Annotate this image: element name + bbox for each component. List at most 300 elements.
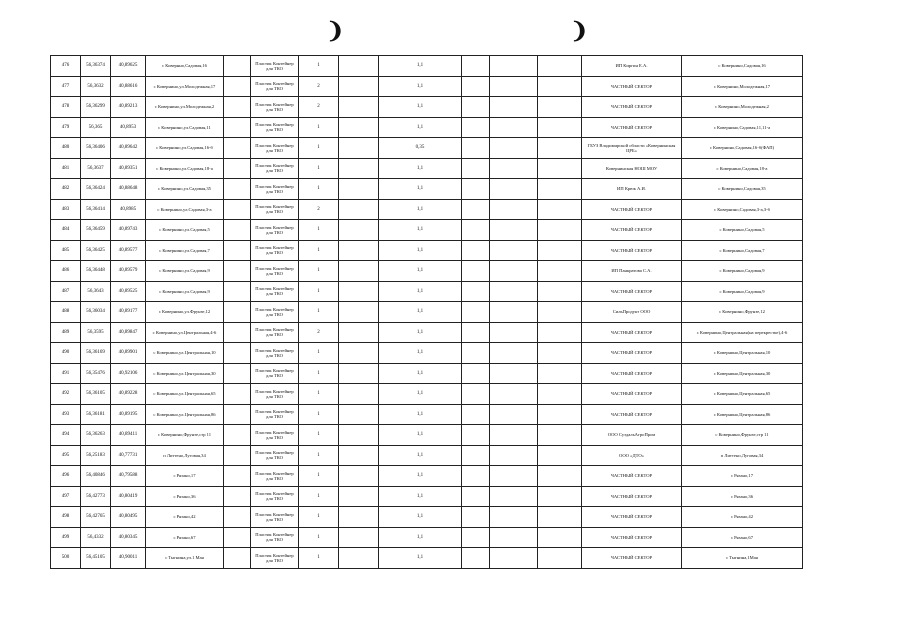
empty-cell [224,363,251,384]
empty-cell [224,343,251,364]
empty-cell [339,363,379,384]
address-cell: с Ковернино,ул.Центральная,86 [146,404,224,425]
empty-cell [339,117,379,138]
longitude-cell: 40,90011 [111,548,146,569]
row-number: 477 [51,76,81,97]
row-number: 487 [51,281,81,302]
latitude-cell: 56,36299 [81,97,111,118]
waste-source-cell: с Ковернино,Садовая,16-б(ФАП) [682,138,803,159]
row-number: 483 [51,199,81,220]
container-type-cell: Пластик Контейнер для ТКО [251,56,299,77]
empty-cell [538,240,582,261]
empty-cell [224,527,251,548]
empty-cell [339,445,379,466]
container-count-cell: 1 [299,56,339,77]
address-cell: с Ковернино,ул.Центральная,10 [146,343,224,364]
waste-source-cell: с Ковернино,Садовая,3-а,3-б [682,199,803,220]
table-row [51,527,803,548]
row-number: 479 [51,117,81,138]
empty-cell [538,404,582,425]
empty-cell [538,97,582,118]
owner-cell: ЧАСТНЫЙ СЕКТОР [582,384,682,405]
empty-cell [490,199,538,220]
table-row [51,322,803,343]
address-cell: с Рязано,17 [146,466,224,487]
container-volume-cell: 1,1 [379,527,462,548]
empty-cell [490,261,538,282]
container-count-cell: 1 [299,240,339,261]
punch-mark-right: ❩ [570,18,589,43]
empty-cell [538,445,582,466]
latitude-cell: 56,3643 [81,281,111,302]
empty-cell [490,507,538,528]
row-number: 478 [51,97,81,118]
empty-cell [538,138,582,159]
longitude-cell: 40,88616 [111,76,146,97]
empty-cell [224,261,251,282]
empty-cell [224,302,251,323]
address-cell: с Ковернино,ул.Садовая,18-а [146,158,224,179]
empty-cell [462,138,490,159]
owner-cell: ООО СуздальАгроПром [582,425,682,446]
empty-cell [224,240,251,261]
longitude-cell: 40,77731 [111,445,146,466]
owner-cell: ЧАСТНЫЙ СЕКТОР [582,486,682,507]
longitude-cell: 40,89411 [111,425,146,446]
empty-cell [224,76,251,97]
empty-cell [538,281,582,302]
owner-cell: ИП Крюк А.И. [582,179,682,200]
owner-cell: ЧАСТНЫЙ СЕКТОР [582,117,682,138]
container-type-cell: Пластик Контейнер для ТКО [251,261,299,282]
latitude-cell: 56,365 [81,117,111,138]
container-count-cell: 2 [299,97,339,118]
empty-cell [490,486,538,507]
container-volume-cell: 1,1 [379,404,462,425]
empty-cell [538,199,582,220]
row-number: 497 [51,486,81,507]
container-count-cell: 1 [299,138,339,159]
container-count-cell: 1 [299,343,339,364]
waste-source-cell: с Ковернино,Молодежная,17 [682,76,803,97]
empty-cell [538,425,582,446]
container-type-cell: Пластик Контейнер для ТКО [251,548,299,569]
longitude-cell: 40,89525 [111,281,146,302]
empty-cell [538,507,582,528]
empty-cell [490,466,538,487]
empty-cell [339,527,379,548]
address-cell: с Ковернино,ул.Фрунзе,12 [146,302,224,323]
empty-cell [462,97,490,118]
container-count-cell: 1 [299,466,339,487]
container-type-cell: Пластик Контейнер для ТКО [251,220,299,241]
empty-cell [490,117,538,138]
latitude-cell: 56,42773 [81,486,111,507]
container-type-cell: Пластик Контейнер для ТКО [251,322,299,343]
empty-cell [339,138,379,159]
table-row [51,363,803,384]
container-count-cell: 1 [299,302,339,323]
container-count-cell: 2 [299,322,339,343]
waste-source-cell: с Рязано,42 [682,507,803,528]
empty-cell [462,322,490,343]
address-cell: п Литтено,Луговая,34 [146,445,224,466]
latitude-cell: 56,36414 [81,199,111,220]
longitude-cell: 40,89625 [111,56,146,77]
container-count-cell: 1 [299,548,339,569]
empty-cell [224,138,251,159]
container-volume-cell: 1,1 [379,363,462,384]
container-volume-cell: 1,1 [379,240,462,261]
container-count-cell: 1 [299,158,339,179]
container-type-cell: Пластик Контейнер для ТКО [251,158,299,179]
container-count-cell: 2 [299,199,339,220]
table-row [51,179,803,200]
latitude-cell: 56,3637 [81,158,111,179]
owner-cell: ЧАСТНЫЙ СЕКТОР [582,404,682,425]
empty-cell [339,179,379,200]
address-cell: с Ковернино,ул.Садовая,11 [146,117,224,138]
empty-cell [224,56,251,77]
owner-cell: ЧАСТНЫЙ СЕКТОР [582,548,682,569]
address-cell: с Ковернино,ул.Садовая,9 [146,281,224,302]
container-volume-cell: 1,1 [379,302,462,323]
empty-cell [462,466,490,487]
empty-cell [462,199,490,220]
empty-cell [490,384,538,405]
empty-cell [339,199,379,220]
row-number: 491 [51,363,81,384]
empty-cell [339,466,379,487]
waste-source-cell: с Ковернино,Центральная,10 [682,343,803,364]
waste-source-cell: с Ковернино,Центральная,86 [682,404,803,425]
container-volume-cell: 1,1 [379,117,462,138]
empty-cell [462,281,490,302]
empty-cell [490,527,538,548]
empty-cell [462,425,490,446]
latitude-cell: 56,45105 [81,548,111,569]
longitude-cell: 40,89351 [111,158,146,179]
address-cell: с Ковернино,ул.Садовая,5 [146,220,224,241]
empty-cell [224,220,251,241]
empty-cell [339,507,379,528]
empty-cell [339,302,379,323]
address-cell: с Ковернино,ул.Молодежная,2 [146,97,224,118]
row-number: 495 [51,445,81,466]
waste-source-cell: п Литтено,Луговая,34 [682,445,803,466]
longitude-cell: 40,92106 [111,363,146,384]
container-type-cell: Пластик Контейнер для ТКО [251,363,299,384]
longitude-cell: 40,8985 [111,199,146,220]
container-volume-cell: 1,1 [379,261,462,282]
container-count-cell: 1 [299,425,339,446]
latitude-cell: 56,36374 [81,56,111,77]
waste-source-cell: с Ковернино,Центральная,65 [682,384,803,405]
waste-source-cell: с Ковернино,Садовая,9 [682,261,803,282]
container-volume-cell: 1,1 [379,425,462,446]
longitude-cell: 40,89228 [111,384,146,405]
table-row [51,56,803,77]
address-cell: с Ковернино,ул.Центральная,4-6 [146,322,224,343]
address-cell: с Ковернино,Фрунзе,стр 11 [146,425,224,446]
empty-cell [224,384,251,405]
empty-cell [462,445,490,466]
empty-cell [490,322,538,343]
address-cell: с Ковернино,ул.Садовая,3-а [146,199,224,220]
container-type-cell: Пластик Контейнер для ТКО [251,138,299,159]
table-row [51,507,803,528]
address-cell: с Ковернино,ул.Центральная,30 [146,363,224,384]
waste-source-cell: с Ковернино,Садовая,18-а [682,158,803,179]
empty-cell [490,76,538,97]
owner-cell: ЧАСТНЫЙ СЕКТОР [582,322,682,343]
table-row [51,220,803,241]
empty-cell [490,548,538,569]
row-number: 488 [51,302,81,323]
latitude-cell: 56,36425 [81,240,111,261]
container-type-cell: Пластик Контейнер для ТКО [251,97,299,118]
latitude-cell: 56,36105 [81,384,111,405]
container-type-cell: Пластик Контейнер для ТКО [251,486,299,507]
table-row [51,404,803,425]
waste-source-cell: с Ковернино,Садовая,5 [682,220,803,241]
empty-cell [538,76,582,97]
container-type-cell: Пластик Контейнер для ТКО [251,384,299,405]
container-type-cell: Пластик Контейнер для ТКО [251,527,299,548]
address-cell: с Ковернно,Садовая,16 [146,56,224,77]
longitude-cell: 40,8953 [111,117,146,138]
empty-cell [462,384,490,405]
address-cell: с Ковернино,ул.Садовая,35 [146,179,224,200]
empty-cell [538,322,582,343]
empty-cell [490,363,538,384]
owner-cell: ИП Киргин Е.А. [582,56,682,77]
empty-cell [462,261,490,282]
empty-cell [224,199,251,220]
empty-cell [538,384,582,405]
waste-source-cell: с Ковернино,Садовая,35 [682,179,803,200]
owner-cell: ЧАСТНЫЙ СЕКТОР [582,363,682,384]
owner-cell: ЧАСТНЫЙ СЕКТОР [582,199,682,220]
empty-cell [339,486,379,507]
empty-cell [462,486,490,507]
empty-cell [339,56,379,77]
container-count-cell: 1 [299,220,339,241]
container-volume-cell: 1,1 [379,322,462,343]
container-volume-cell: 1,1 [379,466,462,487]
empty-cell [339,343,379,364]
owner-cell: ЧАСТНЫЙ СЕКТОР [582,507,682,528]
address-cell: с Ковернино,ул.Центральная,65 [146,384,224,405]
row-number: 494 [51,425,81,446]
latitude-cell: 56,36459 [81,220,111,241]
container-type-cell: Пластик Контейнер для ТКО [251,507,299,528]
owner-cell: ЧАСТНЫЙ СЕКТОР [582,76,682,97]
container-type-cell: Пластик Контейнер для ТКО [251,343,299,364]
table-row [51,384,803,405]
empty-cell [462,158,490,179]
waste-source-cell: с Ковернино,Центральная(на перекрестке),4-6 [682,322,803,343]
container-count-cell: 1 [299,281,339,302]
container-type-cell: Пластик Контейнер для ТКО [251,466,299,487]
empty-cell [224,117,251,138]
table-row [51,117,803,138]
empty-cell [339,404,379,425]
container-count-cell: 1 [299,507,339,528]
container-type-cell: Пластик Контейнер для ТКО [251,179,299,200]
container-type-cell: Пластик Контейнер для ТКО [251,199,299,220]
empty-cell [462,548,490,569]
longitude-cell: 40,80419 [111,486,146,507]
container-volume-cell: 1,1 [379,199,462,220]
empty-cell [538,363,582,384]
empty-cell [224,281,251,302]
waste-source-cell: с Ковернино,Садовая,11,11-а [682,117,803,138]
latitude-cell: 56,36424 [81,179,111,200]
container-volume-cell: 1,1 [379,97,462,118]
table-row [51,343,803,364]
owner-cell: ЧАСТНЫЙ СЕКТОР [582,343,682,364]
table-row [51,158,803,179]
latitude-cell: 56,25183 [81,445,111,466]
row-number: 485 [51,240,81,261]
container-type-cell: Пластик Контейнер для ТКО [251,425,299,446]
latitude-cell: 56,42765 [81,507,111,528]
empty-cell [538,343,582,364]
address-cell: с Ковернино,ул.Садовая,7 [146,240,224,261]
longitude-cell: 40,89213 [111,97,146,118]
container-count-cell: 1 [299,117,339,138]
table-row [51,302,803,323]
table-row [51,261,803,282]
empty-cell [490,158,538,179]
row-number: 476 [51,56,81,77]
table-row [51,445,803,466]
waste-source-cell: с Ковернино,Садовая,7 [682,240,803,261]
owner-cell: Ковернинская НОШ МОУ [582,158,682,179]
empty-cell [490,97,538,118]
empty-cell [224,486,251,507]
empty-cell [490,56,538,77]
longitude-cell: 40,88648 [111,179,146,200]
container-count-cell: 1 [299,527,339,548]
owner-cell: ЧАСТНЫЙ СЕКТОР [582,527,682,548]
container-count-cell: 2 [299,76,339,97]
empty-cell [538,158,582,179]
empty-cell [538,527,582,548]
empty-cell [490,138,538,159]
empty-cell [490,240,538,261]
container-volume-cell: 1,1 [379,548,462,569]
row-number: 492 [51,384,81,405]
empty-cell [339,548,379,569]
empty-cell [462,404,490,425]
row-number: 480 [51,138,81,159]
container-type-cell: Пластик Контейнер для ТКО [251,404,299,425]
empty-cell [339,158,379,179]
table-row [51,281,803,302]
address-cell: с Ковернино,ул.Садовая,16-б [146,138,224,159]
waste-source-cell: с Ковернино,Фрунзе,12 [682,302,803,323]
waste-source-cell: с Ковернино,Молодежная,2 [682,97,803,118]
empty-cell [538,179,582,200]
container-volume-cell: 1,1 [379,56,462,77]
empty-cell [538,302,582,323]
longitude-cell: 40,89579 [111,261,146,282]
punch-mark-left: ❩ [326,18,345,43]
empty-cell [490,425,538,446]
longitude-cell: 40,80495 [111,507,146,528]
container-type-cell: Пластик Контейнер для ТКО [251,445,299,466]
container-volume-cell: 1,1 [379,281,462,302]
owner-cell: ГБУЗ Владимирской области «Ковернинская ЦРБ» [582,138,682,159]
container-volume-cell: 1,1 [379,76,462,97]
container-count-cell: 1 [299,384,339,405]
container-volume-cell: 1,1 [379,179,462,200]
latitude-cell: 56,36448 [81,261,111,282]
table-row [51,425,803,446]
empty-cell [538,56,582,77]
table-row [51,97,803,118]
latitude-cell: 56,36181 [81,404,111,425]
empty-cell [224,466,251,487]
container-count-cell: 1 [299,261,339,282]
row-number: 489 [51,322,81,343]
container-count-cell: 1 [299,363,339,384]
latitude-cell: 56,3632 [81,76,111,97]
waste-source-cell: с Ковернино,Садовая,9 [682,281,803,302]
empty-cell [490,220,538,241]
empty-cell [224,507,251,528]
empty-cell [490,445,538,466]
empty-cell [224,445,251,466]
container-volume-cell: 0,35 [379,138,462,159]
latitude-cell: 56,40846 [81,466,111,487]
table-row [51,486,803,507]
empty-cell [538,220,582,241]
latitude-cell: 56,36169 [81,343,111,364]
container-count-cell: 1 [299,486,339,507]
empty-cell [224,158,251,179]
empty-cell [339,97,379,118]
container-volume-cell: 1,1 [379,507,462,528]
container-count-cell: 1 [299,179,339,200]
empty-cell [339,384,379,405]
owner-cell: ЧАСТНЫЙ СЕКТОР [582,240,682,261]
waste-source-cell: с Рязано,36 [682,486,803,507]
empty-cell [462,343,490,364]
table-row [51,76,803,97]
row-number: 482 [51,179,81,200]
waste-source-cell: с Ковернино,Центральная,30 [682,363,803,384]
table-row [51,199,803,220]
latitude-cell: 56,36263 [81,425,111,446]
container-type-cell: Пластик Контейнер для ТКО [251,240,299,261]
empty-cell [462,117,490,138]
empty-cell [490,179,538,200]
empty-cell [224,548,251,569]
row-number: 499 [51,527,81,548]
address-cell: с Тыгнина,ул.1 Мая [146,548,224,569]
empty-cell [490,302,538,323]
empty-cell [490,281,538,302]
waste-source-cell: с Ковернино,Фрунзе,стр 11 [682,425,803,446]
empty-cell [538,261,582,282]
longitude-cell: 40,89577 [111,240,146,261]
empty-cell [462,220,490,241]
container-volume-cell: 1,1 [379,220,462,241]
address-cell: с Рязано,36 [146,486,224,507]
